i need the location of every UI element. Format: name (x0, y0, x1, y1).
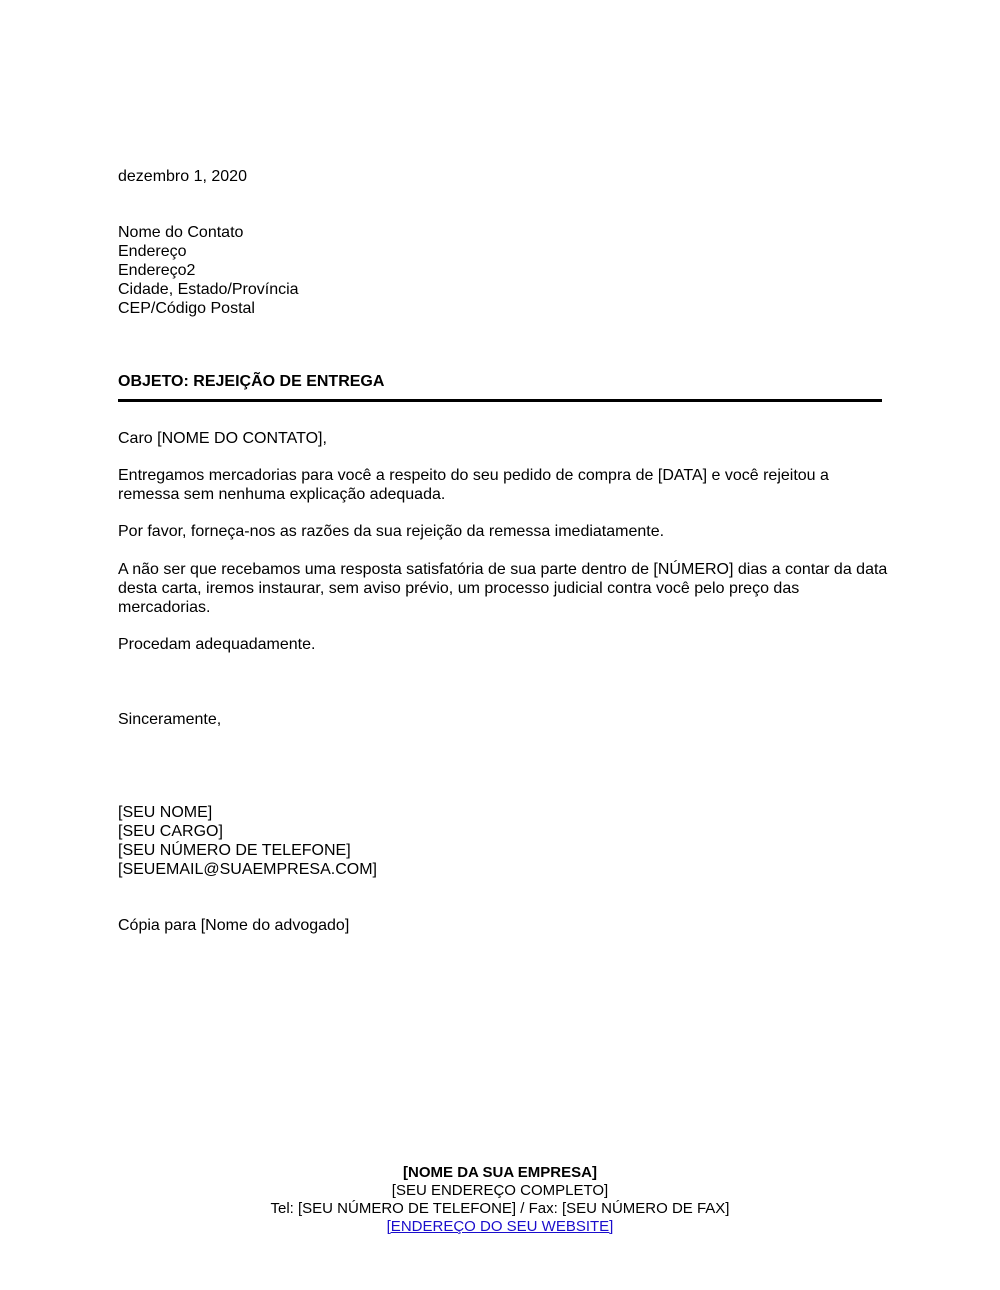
body-paragraph-3: A não ser que recebamos uma resposta satisfatória de sua parte dentro de [NÚMERO] dias a contar da data desta carta, iremos instaurar, sem aviso prévio, um processo judicial contra você pelo preço das mercadorias. (118, 561, 888, 616)
signature-email: [SEUEMAIL@SUAEMPRESA.COM] (118, 861, 377, 878)
signature-block (118, 803, 888, 879)
recipient-city-state: Cidade, Estado/Província (118, 281, 299, 298)
recipient-address2: Endereço2 (118, 262, 196, 279)
body-paragraph-4: Procedam adequadamente. (118, 636, 316, 653)
letterhead-footer (0, 1164, 1000, 1236)
footer-address: [SEU ENDEREÇO COMPLETO] (391, 1182, 609, 1199)
letter-date: dezembro 1, 2020 (118, 168, 247, 185)
footer-website-link[interactable]: [ENDEREÇO DO SEU WEBSITE] (386, 1218, 614, 1235)
letter-subject: OBJETO: REJEIÇÃO DE ENTREGA (118, 373, 385, 390)
recipient-address1: Endereço (118, 243, 187, 260)
signature-title: [SEU CARGO] (118, 823, 223, 840)
body-paragraph-1: Entregamos mercadorias para você a respeito do seu pedido de compra de [DATA] e você rejeitou a remessa sem nenhuma explicação adequada. (118, 467, 829, 503)
footer-company-name: [NOME DA SUA EMPRESA] (403, 1164, 597, 1181)
recipient-block (118, 223, 888, 318)
footer-contact: Tel: [SEU NÚMERO DE TELEFONE] / Fax: [SEU NÚMERO DE FAX] (270, 1200, 730, 1217)
signature-phone: [SEU NÚMERO DE TELEFONE] (118, 842, 351, 859)
salutation: Caro [NOME DO CONTATO], (118, 430, 327, 447)
cc-line: Cópia para [Nome do advogado] (118, 917, 350, 934)
recipient-name: Nome do Contato (118, 224, 244, 241)
subject-divider (118, 399, 882, 402)
signature-name: [SEU NOME] (118, 804, 213, 821)
recipient-postal: CEP/Código Postal (118, 300, 255, 317)
body-paragraph-2: Por favor, forneça-nos as razões da sua rejeição da remessa imediatamente. (118, 523, 665, 540)
closing: Sinceramente, (118, 711, 222, 728)
